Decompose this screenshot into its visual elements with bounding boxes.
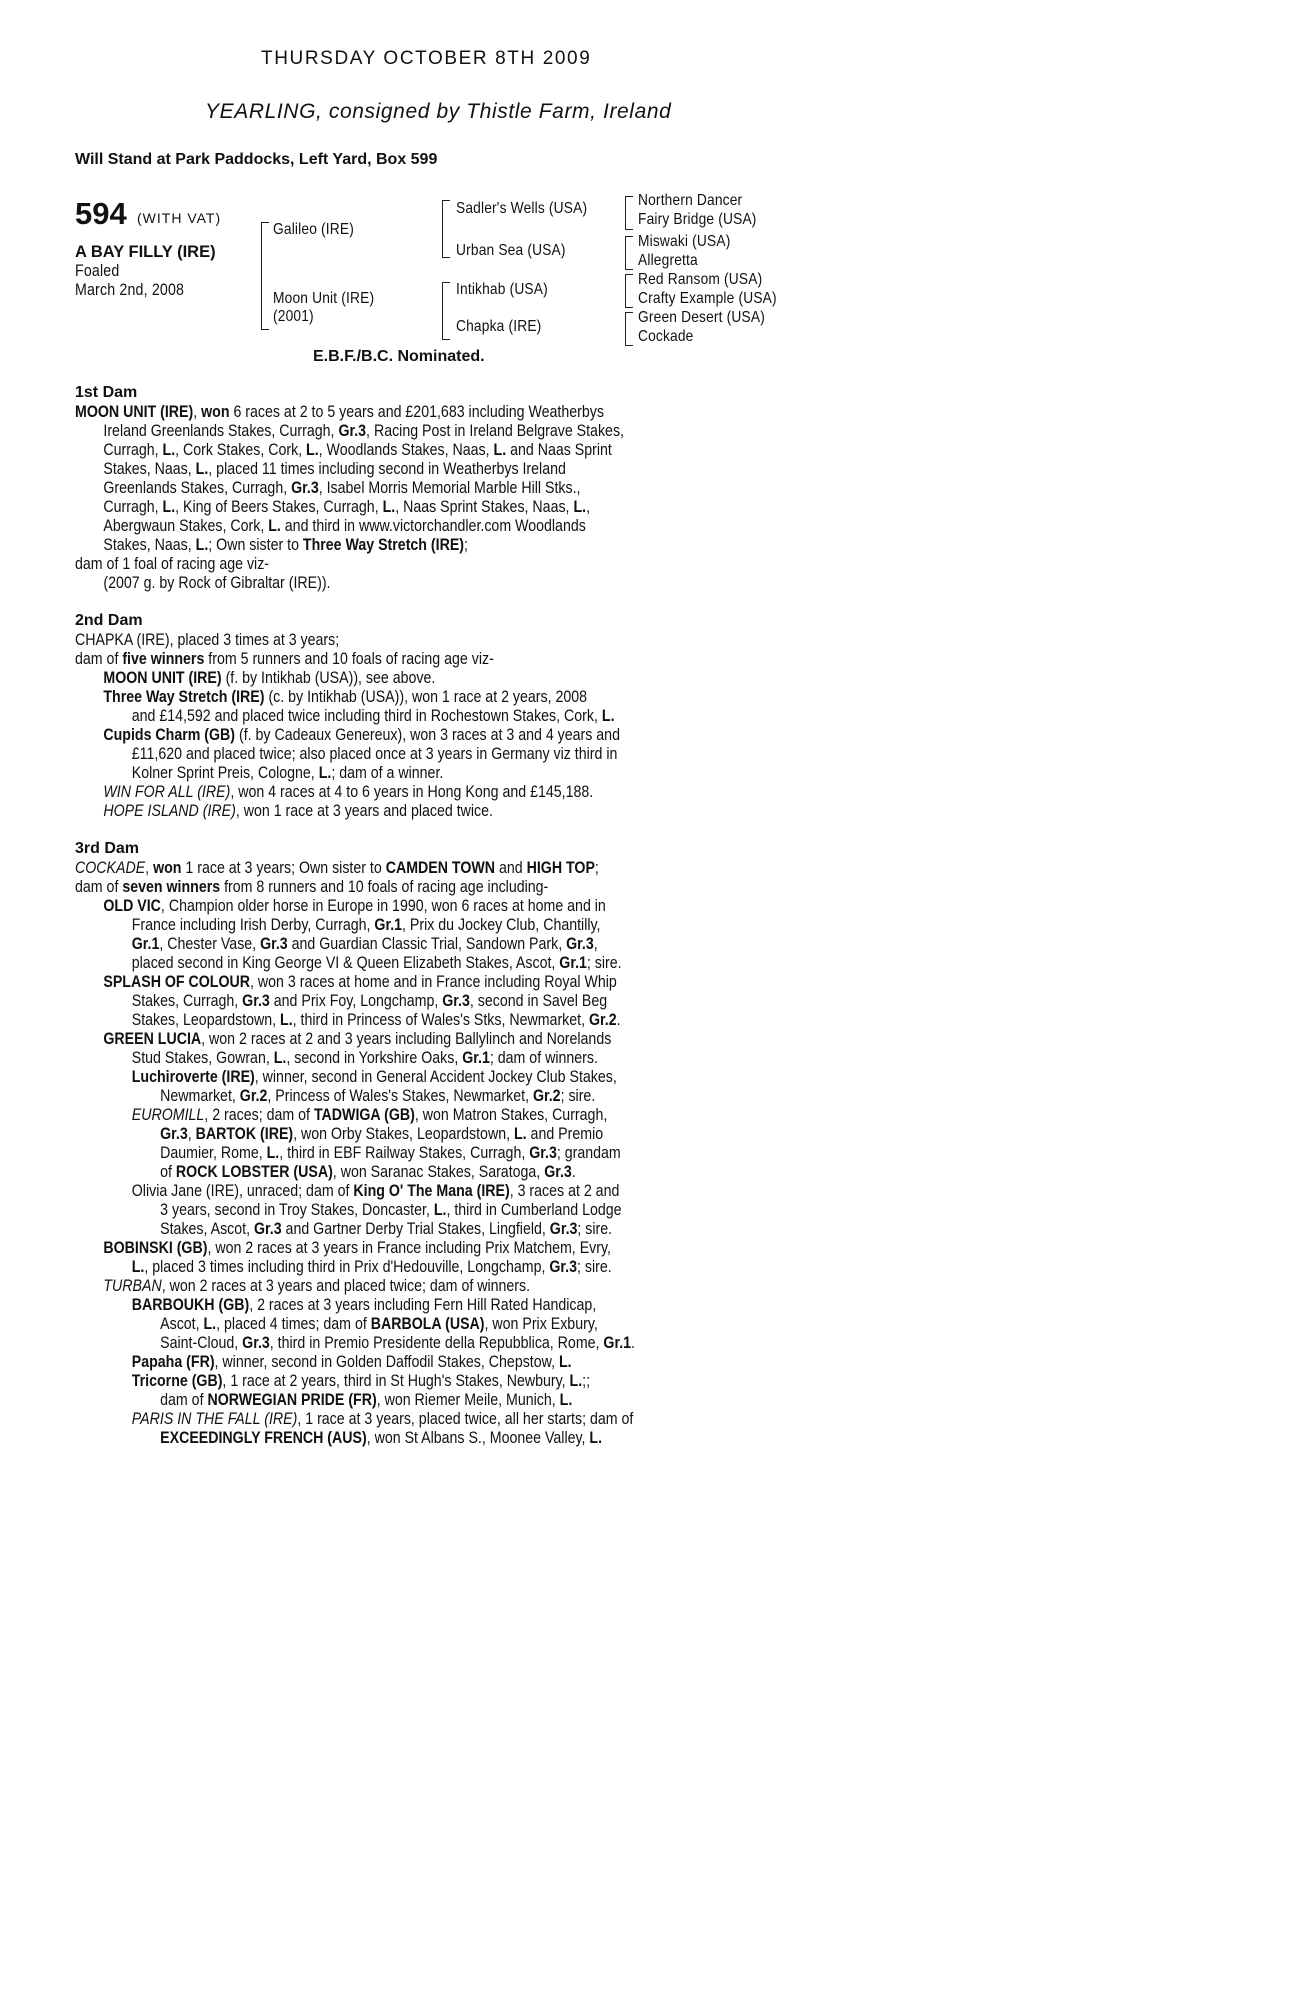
text-line: dam of 1 foal of racing age viz-: [75, 555, 270, 573]
text-line: Stakes, Ascot, Gr.3 and Gartner Derby Trial Stakes, Lingfield, Gr.3; sire.: [160, 1220, 613, 1238]
text-line: Papaha (FR), winner, second in Golden Daffodil Stakes, Chepstow, L.: [131, 1353, 572, 1371]
text-line: Gr.3, BARTOK (IRE), won Orby Stakes, Leopardstown, L. and Premio: [160, 1125, 604, 1143]
pedigree-gg8: Cockade: [638, 328, 694, 345]
text-line: £11,620 and placed twice; also placed once at 3 years in Germany viz third in: [131, 745, 618, 763]
text-line: of ROCK LOBSTER (USA), won Saranac Stakes, Saratoga, Gr.3.: [160, 1163, 576, 1181]
section-body: [75, 859, 765, 1448]
text-line: Three Way Stretch (IRE) (c. by Intikhab (USA)), won 1 race at 2 years, 2008: [103, 688, 588, 706]
text-line: Ascot, L., placed 4 times; dam of BARBOLA (USA), won Prix Exbury,: [160, 1315, 598, 1333]
pedigree-gg6: Crafty Example (USA): [638, 290, 777, 307]
text-line: CHAPKA (IRE), placed 3 times at 3 years;: [75, 631, 340, 649]
pedigree-sire-dam: Urban Sea (USA): [456, 242, 566, 259]
first-dam-section: [75, 384, 765, 593]
pedigree-gg4: Allegretta: [638, 252, 698, 269]
text-line: TURBAN, won 2 races at 3 years and placed twice; dam of winners.: [103, 1277, 531, 1295]
text-line: Greenlands Stakes, Curragh, Gr.3, Isabel Morris Memorial Marble Hill Stks.,: [103, 479, 581, 497]
text-line: France including Irish Derby, Curragh, Gr.1, Prix du Jockey Club, Chantilly,: [131, 916, 601, 934]
text-line: Cupids Charm (GB) (f. by Cadeaux Genereux), won 3 races at 3 and 4 years and: [103, 726, 620, 744]
text-line: Kolner Sprint Preis, Cologne, L.; dam of a winner.: [131, 764, 444, 782]
pedigree-brace: [625, 196, 633, 230]
text-line: GREEN LUCIA, won 2 races at 2 and 3 years including Ballylinch and Norelands: [103, 1030, 612, 1048]
text-line: MOON UNIT (IRE), won 6 races at 2 to 5 years and £201,683 including Weatherbys: [75, 403, 604, 421]
second-dam-section: [75, 612, 765, 821]
text-line: COCKADE, won 1 race at 3 years; Own sister to CAMDEN TOWN and HIGH TOP;: [75, 859, 599, 877]
text-line: Saint-Cloud, Gr.3, third in Premio Presidente della Repubblica, Rome, Gr.1.: [160, 1334, 635, 1352]
text-line: PARIS IN THE FALL (IRE), 1 race at 3 years, placed twice, all her starts; dam of: [131, 1410, 634, 1428]
text-line: Tricorne (GB), 1 race at 2 years, third in St Hugh's Stakes, Newbury, L.;;: [131, 1372, 591, 1390]
stand-location: Will Stand at Park Paddocks, Left Yard, Box 599: [75, 151, 438, 168]
pedigree-sire: Galileo (IRE): [273, 221, 355, 238]
text-line: Newmarket, Gr.2, Princess of Wales's Stakes, Newmarket, Gr.2; sire.: [160, 1087, 596, 1105]
foaled-label: Foaled: [75, 262, 120, 280]
pedigree-dam-sire: Intikhab (USA): [456, 281, 548, 298]
pedigree-gg3: Miswaki (USA): [638, 233, 731, 250]
text-line: EXCEEDINGLY FRENCH (AUS), won St Albans S., Moonee Valley, L.: [160, 1429, 603, 1447]
text-line: L., placed 3 times including third in Prix d'Hedouville, Longchamp, Gr.3; sire.: [131, 1258, 612, 1276]
section-title: 3rd Dam: [75, 840, 140, 857]
horse-name: A BAY FILLY (IRE): [75, 243, 216, 261]
third-dam-section: [75, 840, 765, 1448]
pedigree-sire-sire: Sadler's Wells (USA): [456, 200, 588, 217]
text-line: Curragh, L., King of Beers Stakes, Curragh, L., Naas Sprint Stakes, Naas, L.,: [103, 498, 591, 516]
pedigree-brace: [625, 236, 633, 270]
sale-date: THURSDAY OCTOBER 8TH 2009: [261, 48, 592, 69]
pedigree-brace: [442, 282, 450, 340]
text-line: Abergwaun Stakes, Cork, L. and third in www.victorchandler.com Woodlands: [103, 517, 586, 535]
section-title: 1st Dam: [75, 384, 138, 401]
text-line: BARBOUKH (GB), 2 races at 3 years including Fern Hill Rated Handicap,: [131, 1296, 597, 1314]
section-title: 2nd Dam: [75, 612, 143, 629]
text-line: 3 years, second in Troy Stakes, Doncaster, L., third in Cumberland Lodge: [160, 1201, 622, 1219]
nomination-note: E.B.F./B.C. Nominated.: [313, 348, 485, 365]
text-line: (2007 g. by Rock of Gibraltar (IRE)).: [103, 574, 331, 592]
pedigree-brace: [261, 222, 269, 330]
pedigree-gg5: Red Ransom (USA): [638, 271, 763, 288]
consignment-subtitle: YEARLING, consigned by Thistle Farm, Ireland: [205, 100, 672, 123]
foaled-date: March 2nd, 2008: [75, 281, 185, 299]
text-line: OLD VIC, Champion older horse in Europe in 1990, won 6 races at home and in: [103, 897, 606, 915]
text-line: SPLASH OF COLOUR, won 3 races at home and in France including Royal Whip: [103, 973, 617, 991]
pedigree-gg2: Fairy Bridge (USA): [638, 211, 757, 228]
text-line: dam of seven winners from 8 runners and 10 foals of racing age including-: [75, 878, 549, 896]
text-line: dam of NORWEGIAN PRIDE (FR), won Riemer Meile, Munich, L.: [160, 1391, 573, 1409]
text-line: BOBINSKI (GB), won 2 races at 3 years in France including Prix Matchem, Evry,: [103, 1239, 611, 1257]
text-line: Stakes, Leopardstown, L., third in Princess of Wales's Stks, Newmarket, Gr.2.: [131, 1011, 621, 1029]
text-line: dam of five winners from 5 runners and 10 foals of racing age viz-: [75, 650, 494, 668]
pedigree-gg7: Green Desert (USA): [638, 309, 765, 326]
text-line: Ireland Greenlands Stakes, Curragh, Gr.3, Racing Post in Ireland Belgrave Stakes,: [103, 422, 624, 440]
pedigree-dam: Moon Unit (IRE): [273, 290, 375, 307]
pedigree-dam-year: (2001): [273, 308, 314, 325]
text-line: Luchiroverte (IRE), winner, second in General Accident Jockey Club Stakes,: [131, 1068, 617, 1086]
pedigree-brace: [625, 274, 633, 308]
pedigree-gg1: Northern Dancer: [638, 192, 743, 209]
text-line: Daumier, Rome, L., third in EBF Railway Stakes, Curragh, Gr.3; grandam: [160, 1144, 621, 1162]
text-line: HOPE ISLAND (IRE), won 1 race at 3 years and placed twice.: [103, 802, 493, 820]
section-body: [75, 403, 765, 593]
text-line: WIN FOR ALL (IRE), won 4 races at 4 to 6 years in Hong Kong and £145,188.: [103, 783, 594, 801]
text-line: Stakes, Naas, L.; Own sister to Three Way Stretch (IRE);: [103, 536, 468, 554]
vat-note: (WITH VAT): [137, 210, 222, 226]
text-line: Stakes, Curragh, Gr.3 and Prix Foy, Longchamp, Gr.3, second in Savel Beg: [131, 992, 608, 1010]
pedigree-dam-dam: Chapka (IRE): [456, 318, 542, 335]
lot-number: 594: [75, 196, 127, 231]
pedigree-brace: [442, 200, 450, 258]
text-line: Stud Stakes, Gowran, L., second in Yorkshire Oaks, Gr.1; dam of winners.: [131, 1049, 598, 1067]
text-line: Stakes, Naas, L., placed 11 times including second in Weatherbys Ireland: [103, 460, 566, 478]
pedigree-brace: [625, 312, 633, 346]
text-line: EUROMILL, 2 races; dam of TADWIGA (GB), won Matron Stakes, Curragh,: [131, 1106, 608, 1124]
text-line: MOON UNIT (IRE) (f. by Intikhab (USA)), see above.: [103, 669, 436, 687]
text-line: and £14,592 and placed twice including third in Rochestown Stakes, Cork, L.: [131, 707, 615, 725]
text-line: Olivia Jane (IRE), unraced; dam of King O' The Mana (IRE), 3 races at 2 and: [131, 1182, 620, 1200]
text-line: placed second in King George VI & Queen Elizabeth Stakes, Ascot, Gr.1; sire.: [131, 954, 622, 972]
text-line: Gr.1, Chester Vase, Gr.3 and Guardian Classic Trial, Sandown Park, Gr.3,: [131, 935, 598, 953]
section-body: [75, 631, 765, 821]
text-line: Curragh, L., Cork Stakes, Cork, L., Woodlands Stakes, Naas, L. and Naas Sprint: [103, 441, 612, 459]
